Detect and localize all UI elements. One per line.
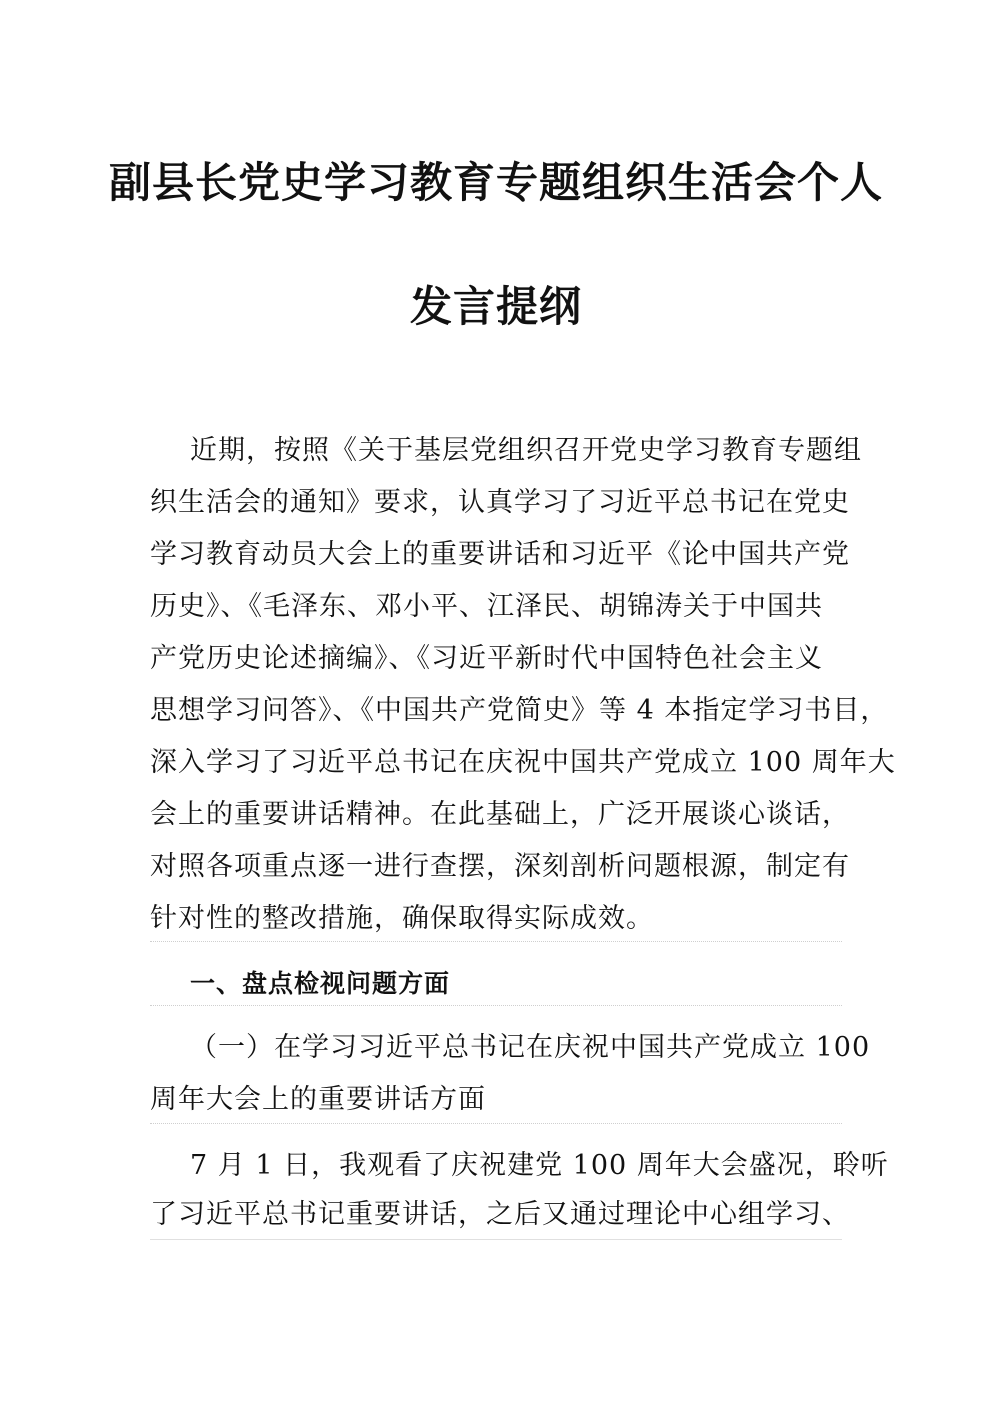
document-title-line-1: 副县长党史学习教育专题组织生活会个人	[108, 158, 883, 207]
intro-line: 对照各项重点逐一进行查摆，深刻剖析问题根源，制定有	[150, 851, 850, 882]
intro-line: 织生活会的通知》要求，认真学习了习近平总书记在党史	[150, 487, 850, 518]
intro-line: 学习教育动员大会上的重要讲话和习近平《论中国共产党	[150, 539, 850, 570]
intro-line: 近期，按照《关于基层党组织召开党史学习教育专题组	[190, 435, 862, 466]
divider	[150, 1239, 842, 1240]
paragraph-line: 7 月 1 日，我观看了庆祝建党 100 周年大会盛况，聆听	[190, 1150, 889, 1181]
intro-line: 深入学习了习近平总书记在庆祝中国共产党成立 100 周年大	[150, 747, 896, 778]
intro-line: 思想学习问答》、《中国共产党简史》等 4 本指定学习书目，	[150, 695, 889, 726]
divider	[150, 1005, 842, 1006]
divider	[150, 1123, 842, 1124]
intro-line: 历史》、《毛泽东、邓小平、江泽民、胡锦涛关于中国共	[150, 591, 823, 622]
intro-line: 产党历史论述摘编》、《习近平新时代中国特色社会主义	[150, 643, 823, 674]
intro-line: 会上的重要讲话精神。在此基础上，广泛开展谈心谈话，	[150, 799, 850, 830]
intro-line: 针对性的整改措施，确保取得实际成效。	[150, 903, 654, 934]
paragraph-line: 了习近平总书记重要讲话，之后又通过理论中心组学习、	[150, 1199, 850, 1230]
document-title-line-2: 发言提纲	[409, 282, 582, 331]
subsection-line: 周年大会上的重要讲话方面	[150, 1084, 486, 1115]
subsection-line: （一）在学习习近平总书记在庆祝中国共产党成立 100	[190, 1032, 871, 1063]
divider	[150, 941, 842, 942]
section-heading: 一、盘点检视问题方面	[190, 969, 451, 998]
